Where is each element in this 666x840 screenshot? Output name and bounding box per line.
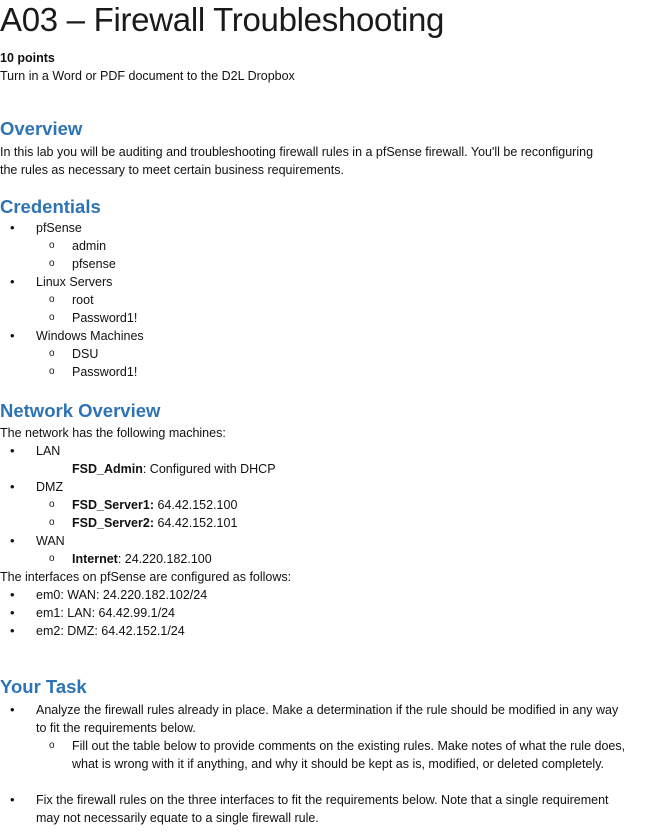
interface-entry: em2: DMZ: 64.42.152.1/24 [36,624,185,638]
interface-entry: em1: LAN: 64.42.99.1/24 [36,606,175,620]
circle-bullet-icon: o [49,740,55,751]
lan-host-desc: : Configured with DHCP [142,462,276,476]
dmz-host-entry [72,514,237,532]
circle-bullet-icon: o [49,517,55,528]
circle-bullet-icon: o [49,240,55,251]
wan-host-name: Internet [72,552,118,566]
credential-username: DSU [72,347,99,361]
dmz-host-name: FSD_Server2: [72,516,154,530]
bullet-icon: • [10,605,15,620]
credential-username: admin [72,239,107,253]
your-task-heading: Your Task [0,676,87,697]
dmz-host-ip: 64.42.152.100 [154,498,238,512]
turn-in-instructions: Turn in a Word or PDF document to the D2L Dropbox [0,69,295,83]
credential-username: root [72,293,94,307]
credential-group-label: pfSense [36,221,82,235]
dmz-host-name: FSD_Server1: [72,498,154,512]
wan-label: WAN [36,534,65,548]
overview-heading: Overview [0,118,83,139]
task-analyze-text: Analyze the firewall rules already in place. Make a determination if the rule should be modified in any way to fit the requirements below. [36,703,619,735]
circle-bullet-icon: o [49,553,55,564]
bullet-icon: • [10,623,15,638]
interface-entry: em0: WAN: 24.220.182.102/24 [36,588,208,602]
dmz-label: DMZ [36,480,64,494]
bullet-icon: • [10,220,15,235]
credential-password: pfsense [72,257,116,271]
credentials-heading: Credentials [0,196,101,217]
credential-password: Password1! [72,311,138,325]
bullet-icon: • [10,274,15,289]
overview-text: In this lab you will be auditing and troubleshooting firewall rules in a pfSense firewall. You'll be reconfiguring the rules as necessary to meet certain business requirements. [0,145,594,177]
network-overview-heading: Network Overview [0,400,161,421]
bullet-icon: • [10,479,15,494]
circle-bullet-icon: o [49,294,55,305]
dmz-host-entry [72,496,237,514]
bullet-icon: • [10,443,15,458]
circle-bullet-icon: o [49,499,55,510]
circle-bullet-icon: o [49,258,55,269]
bullet-icon: • [10,587,15,602]
bullet-icon: • [10,702,15,717]
task-fix-text: Fix the firewall rules on the three interfaces to fit the requirements below. Note that a single requirement may not necessarily equate to a single firewall rule. [36,793,609,825]
lan-label: LAN [36,444,61,458]
credential-group-label: Windows Machines [36,329,144,343]
document-title: A03 – Firewall Troubleshooting [0,1,445,38]
lan-host-name: FSD_Admin [72,462,143,476]
points-label: 10 points [0,51,55,65]
wan-host-entry [72,550,212,568]
lan-host-entry [72,460,276,478]
task-table-text: Fill out the table below to provide comments on the existing rules. Make notes of what the rule does, what is wrong with it if anything, and why it should be kept as is, modified, or deleted completely. [72,739,626,771]
bullet-icon: • [10,328,15,343]
circle-bullet-icon: o [49,348,55,359]
wan-host-ip: : 24.220.182.100 [117,552,212,566]
circle-bullet-icon: o [49,366,55,377]
credential-group-label: Linux Servers [36,275,113,289]
interfaces-intro: The interfaces on pfSense are configured as follows: [0,570,292,584]
credential-password: Password1! [72,365,138,379]
dmz-host-ip: 64.42.152.101 [154,516,238,530]
bullet-icon: • [10,533,15,548]
bullet-icon: • [10,792,15,807]
circle-bullet-icon: o [49,312,55,323]
network-intro: The network has the following machines: [0,426,226,440]
